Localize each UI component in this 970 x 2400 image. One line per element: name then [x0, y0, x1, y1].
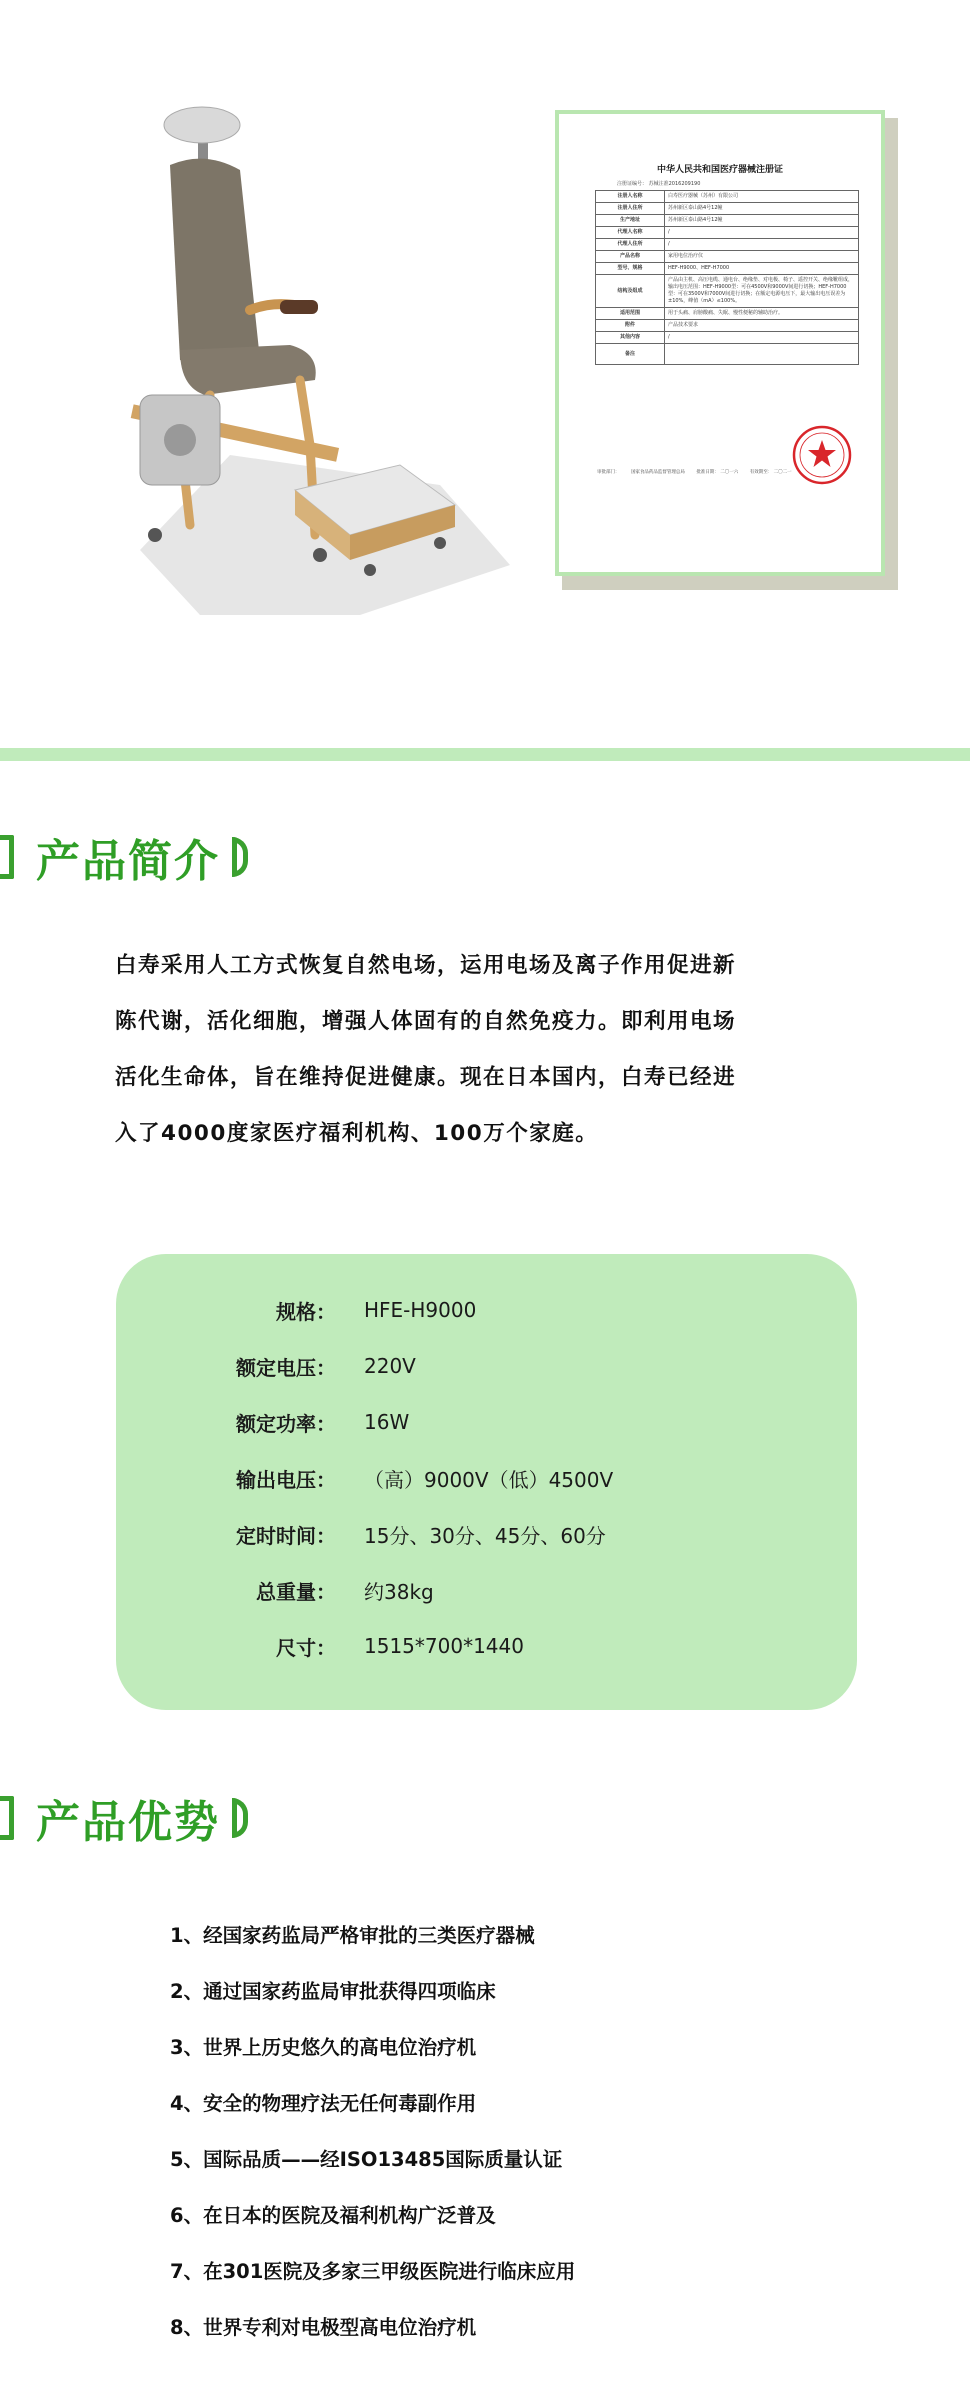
- certificate-row-value: 家用电位治疗仪: [665, 251, 859, 263]
- certificate-row-value: /: [665, 239, 859, 251]
- certificate-title: 中华人民共和国医疗器械注册证: [656, 165, 783, 175]
- section-heading-text: 产品简介: [36, 836, 220, 887]
- advantage-item: 8、世界专利对电极型高电位治疗机: [170, 2316, 477, 2339]
- bracket-right-icon: [232, 837, 248, 877]
- spec-value: 220V: [364, 1354, 416, 1378]
- certificate-row-key: 注册人住所: [596, 203, 665, 215]
- certificate-row-key: 型号、规格: [596, 263, 665, 275]
- spec-row: [116, 1514, 857, 1554]
- advantage-item: 4、安全的物理疗法无任何毒副作用: [170, 2092, 477, 2115]
- spec-row: [116, 1458, 857, 1498]
- spec-label: 总重量：: [256, 1579, 336, 1604]
- certificate-row-value: 产品技术要求: [665, 320, 859, 332]
- bracket-right-icon: [232, 1798, 248, 1838]
- spec-label: 尺寸：: [276, 1635, 336, 1660]
- spec-value: 16W: [364, 1410, 410, 1434]
- certificate-row-key: 其他内容: [596, 332, 665, 344]
- certificate-row: [596, 215, 859, 227]
- advantage-item: 7、在301医院及多家三甲级医院进行临床应用: [170, 2260, 576, 2283]
- certificate-row-value: 用于头痛、肩膀酸痛、失眠、慢性便秘的辅助治疗。: [665, 308, 859, 320]
- certificate-row-value: HEF-H9000、HEF-H7000: [665, 263, 859, 275]
- intro-line: 入了4000度家医疗福利机构、100万个家庭。: [115, 1121, 599, 1146]
- advantage-item: 1、经国家药监局严格审批的三类医疗器械: [170, 1924, 535, 1947]
- spec-row: [116, 1346, 857, 1386]
- certificate-row-key: 注册人名称: [596, 191, 665, 203]
- certificate-row: [596, 320, 859, 332]
- certificate-row: [596, 308, 859, 320]
- certificate-row: [596, 344, 859, 365]
- product-chair-image: [110, 95, 530, 615]
- red-seal-stamp: [791, 424, 853, 486]
- spec-value: 15分、30分、45分、60分: [364, 1523, 606, 1548]
- section-heading-intro: [0, 827, 248, 887]
- spec-row: [116, 1290, 857, 1330]
- certificate-table: [595, 190, 859, 365]
- spec-label: 规格：: [276, 1299, 336, 1324]
- advantage-item: 6、在日本的医院及福利机构广泛普及: [170, 2204, 496, 2227]
- spec-row: [116, 1626, 857, 1666]
- registration-certificate: [555, 110, 885, 576]
- spec-panel: [116, 1254, 857, 1710]
- spec-label: 输出电压：: [236, 1467, 336, 1492]
- certificate-row: [596, 332, 859, 344]
- certificate-row: [596, 203, 859, 215]
- certificate-row-key: 适用范围: [596, 308, 665, 320]
- bracket-left-icon: [0, 835, 14, 879]
- intro-paragraph: [115, 938, 875, 1162]
- certificate-row-value: /: [665, 332, 859, 344]
- certificate-number: 注册证编号： 苏械注准2016209190: [617, 181, 701, 187]
- certificate-row-value: /: [665, 227, 859, 239]
- advantage-item: 3、世界上历史悠久的高电位治疗机: [170, 2036, 477, 2059]
- spec-label: 定时时间：: [236, 1523, 336, 1548]
- advantage-item: 2、通过国家药监局审批获得四项临床: [170, 1980, 496, 2003]
- intro-line: 白寿采用人工方式恢复自然电场，运用电场及离子作用促进新: [115, 953, 737, 978]
- certificate-row-value: 苏州新区泰山路4号12幢: [665, 215, 859, 227]
- certificate-row-key: 产品名称: [596, 251, 665, 263]
- certificate-row: [596, 263, 859, 275]
- certificate-footer-item: 审批部门：: [597, 470, 620, 475]
- intro-line: 陈代谢，活化细胞，增强人体固有的自然免疫力。即利用电场: [115, 1009, 737, 1034]
- certificate-row-value: 产品由主机、高压电缆、通电台、绝缘垫、对电极、椅子、遥控开关、绝缘靴组成，输出电压范围：HEF-H9000型：可在4500V和9000V间进行切换；HEF-H7000型：可在3500V和7000V间进行切换；在额定电源电压下，最大输出电压误差为±10%，峰值（mA）≤100%。: [665, 275, 859, 308]
- spec-row: [116, 1570, 857, 1610]
- certificate-row: [596, 251, 859, 263]
- certificate-row-value: 苏州新区泰山路4号12幢: [665, 203, 859, 215]
- certificate-row: [596, 239, 859, 251]
- certificate-footer-item: 有效期至： 二〇二一: [749, 470, 792, 475]
- spec-value: （高）9000V（低）4500V: [364, 1467, 614, 1492]
- certificate-row: [596, 227, 859, 239]
- spec-label: 额定功率：: [236, 1411, 336, 1436]
- certificate-row-key: 附件: [596, 320, 665, 332]
- certificate-row-value: 白寿医疗器械（苏州）有限公司: [665, 191, 859, 203]
- certificate-row-key: 代理人名称: [596, 227, 665, 239]
- spec-label: 额定电压：: [236, 1355, 336, 1380]
- spec-value: HFE-H9000: [364, 1298, 477, 1322]
- certificate-row-value: [665, 344, 859, 365]
- section-heading-advantages: [0, 1788, 248, 1848]
- certificate-row-key: 代理人住所: [596, 239, 665, 251]
- certificate-row: [596, 191, 859, 203]
- spec-value: 1515*700*1440: [364, 1634, 524, 1658]
- certificate-footer-item: 批准日期： 二〇一六: [696, 470, 739, 475]
- intro-line: 活化生命体，旨在维持促进健康。现在日本国内，白寿已经进: [115, 1065, 737, 1090]
- spec-value: 约38kg: [364, 1579, 434, 1604]
- spec-row: [116, 1402, 857, 1442]
- certificate-row: [596, 275, 859, 308]
- certificate-row-key: 结构及组成: [596, 275, 665, 308]
- certificate-row-key: 生产地址: [596, 215, 665, 227]
- bracket-left-icon: [0, 1796, 14, 1840]
- section-heading-text: 产品优势: [36, 1797, 220, 1848]
- section-divider: [0, 748, 970, 761]
- certificate-footer-item: 国家食品药品监督管理总局: [630, 470, 685, 475]
- advantage-item: 5、国际品质——经ISO13485国际质量认证: [170, 2148, 563, 2171]
- certificate-row-key: 备注: [596, 344, 665, 365]
